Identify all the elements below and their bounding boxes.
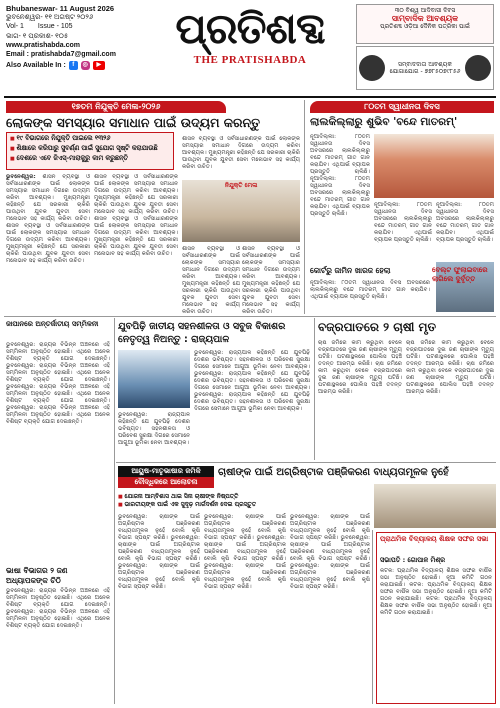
story5-body: ଭୁବନେଶ୍ୱର: ଚାଷୀଙ୍କ ପାଇଁ ଅଗ୍ରିଷ୍ଟାକ ପଞ୍ଜିକରଣ ବାଧ୍ୟତାମୂଳକ ନୁହେଁ ବୋଲି କୃଷି ବିଭାଗ ସ୍ପଷ୍ଟ କରିଛି।: [118, 514, 200, 541]
story2-body: ନୂଆଦିଲ୍ଲୀ: ୮୦ତମ ସ୍ୱାଧୀନତା ଦିବସ ଅବସରରେ ଲାଲକିଲ୍ଲାରୁ ବନ୍ଦେ ମାତରମ୍ ଗୀତ ଗାନ କରାଯିବ। ଏଥିପାଇଁ ବ୍ୟାପକ ପ୍ରସ୍ତୁତି ଚାଲିଛି।: [374, 202, 432, 243]
left-col-body: [6, 342, 110, 562]
microphone-icon: [359, 55, 385, 81]
left-col-body-text: ଭୁବନେଶ୍ୱର: ରାଜ୍ୟର ବିଭିନ୍ନ ଅଞ୍ଚଳରେ ଏହି ସମ୍ମିଳନୀ ଅନୁଷ୍ଠିତ ହୋଇଛି। ଏଥିରେ ଅନେକ ବିଶିଷ୍ଟ ବ୍ୟକ୍ତି ଯୋଗ ଦେଇଛନ୍ତି।: [6, 384, 110, 404]
story1-headline[interactable]: ଲୋକଙ୍କ ସମସ୍ୟାର ସମାଧାନ ପାଇଁ ଉଦ୍ୟମ କରନ୍ତୁ: [6, 115, 261, 130]
also-available-label: Also Available In :: [6, 62, 66, 70]
story1-bullets: [10, 134, 174, 164]
red-fort-photo: [374, 134, 494, 198]
left-col-body-text: ଭୁବନେଶ୍ୱର: ରାଜ୍ୟର ବିଭିନ୍ନ ଅଞ୍ଚଳରେ ଏହି ସମ୍ମିଳନୀ ଅନୁଷ୍ଠିତ ହୋଇଛି। ଏଥିରେ ଅନେକ ବିଶିଷ୍ଟ ବ୍ୟକ୍ତି ଯୋଗ ଦେଇଛନ୍ତି।: [6, 363, 110, 383]
story5-body-col2: [204, 514, 286, 704]
story3-body-2: [118, 412, 190, 458]
date-line: Bhubaneswar- 11 August 2026: [6, 4, 115, 13]
issue: Issue - 105: [37, 23, 73, 31]
section-rule: [4, 316, 496, 317]
story1-body: ଶାସନ ବ୍ୟବସ୍ଥା ଓ ସର୍ବସାଧାରଣଙ୍କ ପାଇଁ ଲୋକଙ୍କ ସମସ୍ୟାର ସମାଧାନ ଦିଗରେ ଉଦ୍ୟମ କରିବା ଆବଶ୍ୟକ। ମୁଖ୍ୟମନ୍ତ୍ରୀ କହିଛନ୍ତି ଯେ ସରକାରୀ ଚାକିରି ପାଉଥିବା ଯୁବକ ଯୁବତୀ ସେବା ମନୋଭାବ ସହ କାର୍ଯ୍ୟ କରିବା ଉଚିତ।: [6, 174, 90, 222]
story6-body-text: କଟକ: ପ୍ରାଥମିକ ବିଦ୍ୟାଳୟ ଶିକ୍ଷକ ସଙ୍ଘର ବାର୍ଷିକ ସଭା ଅନୁଷ୍ଠିତ ହୋଇଛି। ନୂଆ କମିଟି ଗଠନ କରାଯାଇଛି।: [380, 568, 492, 588]
facebook-icon[interactable]: f: [69, 61, 78, 70]
story2-body: ନୂଆଦିଲ୍ଲୀ: ୮୦ତମ ସ୍ୱାଧୀନତା ଦିବସ ଅବସରରେ ଲାଲକିଲ୍ଲାରୁ ବନ୍ଦେ ମାତରମ୍ ଗୀତ ଗାନ କରାଯିବ। ଏଥିପାଇଁ ବ୍ୟାପକ ପ୍ରସ୍ତୁତି ଚାଲିଛି।: [310, 280, 430, 300]
story5-body: ଭୁବନେଶ୍ୱର: ଚାଷୀଙ୍କ ପାଇଁ ଅଗ୍ରିଷ୍ଟାକ ପଞ୍ଜିକରଣ ବାଧ୍ୟତାମୂଳକ ନୁହେଁ ବୋଲି କୃଷି ବିଭାଗ ସ୍ପଷ୍ଟ କରିଛି।: [204, 514, 286, 541]
story6-sub: ସଭାପତି : ଗୋପାଳ ମିଶ୍ର: [380, 556, 446, 564]
story1-body-col4: [182, 246, 240, 315]
story1-byline: ଭୁବନେଶ୍ୱର:: [6, 174, 36, 180]
story5-body: ଭୁବନେଶ୍ୱର: ଚାଷୀଙ୍କ ପାଇଁ ଅଗ୍ରିଷ୍ଟାକ ପଞ୍ଜିକରଣ ବାଧ୍ୟତାମୂଳକ ନୁହେଁ ବୋଲି କୃଷି ବିଭାଗ ସ୍ପଷ୍ଟ କରିଛି।: [204, 563, 286, 590]
story5-body-col1: [118, 514, 200, 704]
story4-body: ଚାଷ ଜମିରେ କାମ କରୁଥିବା ବେଳେ ବଜ୍ରପାତରେ ଦୁଇ ଜଣ ଚାଷୀଙ୍କ ମୃତ୍ୟୁ ଘଟିଛି। ଘଟଣାସ୍ଥଳରେ ପୋଲିସ ପହଞ୍ଚି ତଦନ୍ତ ଆରମ୍ଭ କରିଛି।: [406, 340, 494, 367]
story5-photo: [374, 484, 496, 528]
section-rule: [116, 462, 496, 463]
bullet-item: ■ ଭାରତୀୟଙ୍କ ପାଇଁ ଏକ ସୁଦୃଢ଼ ମାର୍ଗଦର୍ଶନ ଦେଇ ପ୍ରସ୍ତୁତ: [118, 501, 368, 509]
logo-english: THE PRATISHABDA: [193, 54, 307, 66]
story3-photo: [118, 350, 190, 408]
story4-body-col2: [406, 340, 494, 458]
ad-top-line1: ୩୦ ବିଶ୍ୱ ଆଦିବାସୀ ଦିବସ: [394, 7, 456, 14]
story3-headline[interactable]: ଯୁବପିଢ଼ି ଜାତୀୟ ସହନଶୀଳତା ଓ ସବୁଜ ବିକାଶର ନେତୃତ୍ୱ ନିଅନ୍ତୁ : ରାଜ୍ୟପାଳ: [118, 321, 286, 345]
story5-body: ଭୁବନେଶ୍ୱର: ଚାଷୀଙ୍କ ପାଇଁ ଅଗ୍ରିଷ୍ଟାକ ପଞ୍ଜିକରଣ ବାଧ୍ୟତାମୂଳକ ନୁହେଁ ବୋଲି କୃଷି ବିଭାଗ ସ୍ପଷ୍ଟ କରିଛି।: [118, 535, 201, 562]
bullet-item: ■ ଦେଶରେ ଏବେ ଜିଏସ୍-ମାରାକୁରୁ କାମ କରୁଛନ୍ତି: [10, 154, 174, 164]
story4-body: ଚାଷ ଜମିରେ କାମ କରୁଥିବା ବେଳେ ବଜ୍ରପାତରେ ଦୁଇ ଜଣ ଚାଷୀଙ୍କ ମୃତ୍ୟୁ ଘଟିଛି। ଘଟଣାସ୍ଥଳରେ ପୋଲିସ ପହଞ୍ଚି ତଦନ୍ତ ଆରମ୍ଭ କରିଛି।: [318, 361, 403, 395]
bullet-item: ■ ୧୯ ବିଭାଗରେ ନିଯୁକ୍ତି ପାଇଲେ ୧୩୨୬: [10, 134, 174, 144]
odia-vol-line: ଭାଗ- ୧ ପ୍ରକାଶ- ୧୦୫: [6, 32, 69, 40]
left-col-body-text: ଭୁବନେଶ୍ୱର: ରାଜ୍ୟର ବିଭିନ୍ନ ଅଞ୍ଚଳରେ ଏହି ସମ୍ମିଳନୀ ଅନୁଷ୍ଠିତ ହୋଇଛି। ଏଥିରେ ଅନେକ ବିଶିଷ୍ଟ ବ୍ୟକ୍ତି ଯୋଗ ଦେଇଛନ୍ତି।: [6, 405, 110, 425]
story2-body: ନୂଆଦିଲ୍ଲୀ: ୮୦ତମ ସ୍ୱାଧୀନତା ଦିବସ ଅବସରରେ ଲାଲକିଲ୍ଲାରୁ ବନ୍ଦେ ମାତରମ୍ ଗୀତ ଗାନ କରାଯିବ। ଏଥିପାଇଁ ବ୍ୟାପକ ପ୍ରସ୍ତୁତି ଚାଲିଛି।: [436, 202, 494, 243]
story1-body: ଶାସନ ବ୍ୟବସ୍ଥା ଓ ସର୍ବସାଧାରଣଙ୍କ ପାଇଁ ଲୋକଙ୍କ ସମସ୍ୟାର ସମାଧାନ ଦିଗରେ ଉଦ୍ୟମ କରିବା ଆବଶ୍ୟକ। ମୁଖ୍ୟମନ୍ତ୍ରୀ କହିଛନ୍ତି ଯେ ସରକାରୀ ଚାକିରି ପାଉଥିବା ଯୁବକ ଯୁବତୀ ସେବା ମନୋଭାବ ସହ କାର୍ଯ୍ୟ କରିବା ଉଚିତ।: [182, 246, 240, 315]
story2-body-col2: [374, 202, 432, 262]
story4-headline[interactable]: ବଜ୍ରପାତରେ ୨ ଚାଷୀ ମୃତ: [318, 320, 437, 334]
left-col-body-text: ଭୁବନେଶ୍ୱର: ରାଜ୍ୟର ବିଭିନ୍ନ ଅଞ୍ଚଳରେ ଏହି ସମ୍ମିଳନୀ ଅନୁଷ୍ଠିତ ହୋଇଛି। ଏଥିରେ ଅନେକ ବିଶିଷ୍ଟ ବ୍ୟକ୍ତି ଯୋଗ ଦେଇଛନ୍ତି।: [6, 588, 110, 608]
story4-body-col1: [318, 340, 402, 458]
story1-body: ଶାସନ ବ୍ୟବସ୍ଥା ଓ ସର୍ବସାଧାରଣଙ୍କ ପାଇଁ ଲୋକଙ୍କ ସମସ୍ୟାର ସମାଧାନ ଦିଗରେ ଉଦ୍ୟମ କରିବା ଆବଶ୍ୟକ। ମୁଖ୍ୟମନ୍ତ୍ରୀ କହିଛନ୍ତି ଯେ ସରକାରୀ ଚାକିରି ପାଉଥିବା ଯୁବକ ଯୁବତୀ ସେବା ମନୋଭାବ ସହ କାର୍ଯ୍ୟ କରିବା ଉଚିତ।: [6, 223, 90, 264]
story6-body: [380, 568, 492, 700]
story2-body: ନୂଆଦିଲ୍ଲୀ: ୮୦ତମ ସ୍ୱାଧୀନତା ଦିବସ ଅବସରରେ ଲାଲକିଲ୍ଲାରୁ ବନ୍ଦେ ମାତରମ୍ ଗୀତ ଗାନ କରାଯିବ। ଏଥିପାଇଁ ବ୍ୟାପକ ପ୍ରସ୍ତୁତି ଚାଲିଛି।: [310, 134, 370, 175]
story2-body-col1: [310, 134, 370, 262]
story6-body-text: କଟକ: ପ୍ରାଥମିକ ବିଦ୍ୟାଳୟ ଶିକ୍ଷକ ସଙ୍ଘର ବାର୍ଷିକ ସଭା ଅନୁଷ୍ଠିତ ହୋଇଛି। ନୂଆ କମିଟି ଗଠନ କରାଯାଇଛି।: [380, 582, 492, 602]
story5-headline[interactable]: ଚାଷୀଙ୍କ ପାଇଁ ଅଗ୍ରିଷ୍ଟାକ ପଞ୍ଜିକରଣ ବାଧ୍ୟତାମୂଳକ ନୁହେଁ: [218, 467, 449, 478]
masthead-meta: [6, 4, 146, 70]
bullet-item: ■ ଶିକ୍ଷାରେ କରିପାରୁ ସୁବର୍ଣ୍ଣ ପାଇଁ ସୁଯୋଗ ସୃଷ୍ଟି କରାଯାଉଛି: [10, 144, 174, 154]
story5-kicker2: ବୌଦ୍ଧିକରେ ଆଲୋଚନା: [118, 477, 214, 488]
story1-body: ଶାସନ ବ୍ୟବସ୍ଥା ଓ ସର୍ବସାଧାରଣଙ୍କ ପାଇଁ ଲୋକଙ୍କ ସମସ୍ୟାର ସମାଧାନ ଦିଗରେ ଉଦ୍ୟମ କରିବା ଆବଶ୍ୟକ। ମୁଖ୍ୟମନ୍ତ୍ରୀ କହିଛନ୍ତି ଯେ ସରକାରୀ ଚାକିରି ପାଉଥିବା ଯୁବକ ଯୁବତୀ ସେବା ମନୋଭାବ ସହ କାର୍ଯ୍ୟ କରିବା ଉଚିତ।: [94, 174, 178, 215]
microphone-icon: [465, 55, 491, 81]
ad-top-title: ସାମ୍ବାଦିକ ଆବଶ୍ୟକ: [391, 14, 459, 23]
story4-body: ଚାଷ ଜମିରେ କାମ କରୁଥିବା ବେଳେ ବଜ୍ରପାତରେ ଦୁଇ ଜଣ ଚାଷୀଙ୍କ ମୃତ୍ୟୁ ଘଟିଛି। ଘଟଣାସ୍ଥଳରେ ପୋଲିସ ପହଞ୍ଚି ତଦନ୍ତ ଆରମ୍ଭ କରିଛି।: [318, 340, 402, 367]
ad-bot-text: ସମ୍ବାଦଦାତା ଆବଶ୍ୟକ ଯୋଗାଯୋଗ - ୭୭୮୫୦୭୯୮୫୬: [389, 60, 461, 75]
volume: Vol- 1: [6, 23, 24, 31]
column-rule: [372, 530, 373, 704]
story5-bullets: [118, 493, 368, 509]
strip-left-body: [310, 280, 430, 314]
logo-odia: ପ୍ରତିଶବ୍ଦ: [175, 4, 325, 53]
ad-reporter-wanted: [356, 4, 494, 44]
story6-body-text: କଟକ: ପ୍ରାଥମିକ ବିଦ୍ୟାଳୟ ଶିକ୍ଷକ ସଙ୍ଘର ବାର୍ଷିକ ସଭା ଅନୁଷ୍ଠିତ ହୋଇଛି। ନୂଆ କମିଟି ଗଠନ କରାଯାଇଛି।: [380, 596, 492, 616]
story1-body: ଶାସନ ବ୍ୟବସ୍ଥା ଓ ସର୍ବସାଧାରଣଙ୍କ ପାଇଁ ଲୋକଙ୍କ ସମସ୍ୟାର ସମାଧାନ ଦିଗରେ ଉଦ୍ୟମ କରିବା ଆବଶ୍ୟକ। ମୁଖ୍ୟମନ୍ତ୍ରୀ କହିଛନ୍ତି ଯେ ସରକାରୀ ଚାକିରି ପାଉଥିବା ଯୁବକ ଯୁବତୀ ସେବା ମନୋଭାବ ସହ କାର୍ଯ୍ୟ କରିବା ଉଚିତ।: [242, 246, 300, 315]
masthead-rule: [4, 96, 496, 98]
column-rule: [114, 318, 115, 704]
story2-body: ନୂଆଦିଲ୍ଲୀ: ୮୦ତମ ସ୍ୱାଧୀନତା ଦିବସ ଅବସରରେ ଲାଲକିଲ୍ଲାରୁ ବନ୍ଦେ ମାତରମ୍ ଗୀତ ଗାନ କରାଯିବ। ଏଥିପାଇଁ ବ୍ୟାପକ ପ୍ରସ୍ତୁତି ଚାଲିଛି।: [310, 176, 370, 217]
story1-body-col1: [6, 174, 90, 282]
story1-body: ଶାସନ ବ୍ୟବସ୍ଥା ଓ ସର୍ବସାଧାରଣଙ୍କ ପାଇଁ ଲୋକଙ୍କ ସମସ୍ୟାର ସମାଧାନ ଦିଗରେ ଉଦ୍ୟମ କରିବା ଆବଶ୍ୟକ। ମୁଖ୍ୟମନ୍ତ୍ରୀ କହିଛନ୍ତି ଯେ ସରକାରୀ ଚାକିରି ପାଉଥିବା ଯୁବକ ଯୁବତୀ ସେବା ମନୋଭାବ ସହ କାର୍ଯ୍ୟ କରିବା ଉଚିତ।: [182, 136, 300, 170]
story1-body-col3: [182, 136, 300, 176]
story5-body: ଭୁବନେଶ୍ୱର: ଚାଷୀଙ୍କ ପାଇଁ ଅଗ୍ରିଷ୍ଟାକ ପଞ୍ଜିକରଣ ବାଧ୍ୟତାମୂଳକ ନୁହେଁ ବୋଲି କୃଷି ବିଭାଗ ସ୍ପଷ୍ଟ କରିଛି।: [118, 563, 200, 590]
story1-body: ଶାସନ ବ୍ୟବସ୍ଥା ଓ ସର୍ବସାଧାରଣଙ୍କ ପାଇଁ ଲୋକଙ୍କ ସମସ୍ୟାର ସମାଧାନ ଦିଗରେ ଉଦ୍ୟମ କରିବା ଆବଶ୍ୟକ। ମୁଖ୍ୟମନ୍ତ୍ରୀ କହିଛନ୍ତି ଯେ ସରକାରୀ ଚାକିରି ପାଉଥିବା ଯୁବକ ଯୁବତୀ ସେବା ମନୋଭାବ ସହ କାର୍ଯ୍ୟ କରିବା ଉଚିତ।: [94, 216, 178, 257]
story2-body-col3: [436, 202, 494, 262]
story5-body: ଭୁବନେଶ୍ୱର: ଚାଷୀଙ୍କ ପାଇଁ ଅଗ୍ରିଷ୍ଟାକ ପଞ୍ଜିକରଣ ବାଧ୍ୟତାମୂଳକ ନୁହେଁ ବୋଲି କୃଷି ବିଭାଗ ସ୍ପଷ୍ଟ କରିଛି।: [290, 563, 370, 590]
story3-body: [194, 350, 310, 458]
bullet-item: ■ ଯୋଜନା ଆମ୍ବିଶାସ ଥାଇ ସିନା ଚାଷୀଙ୍କ ନିଷ୍ପତ୍ତି: [118, 493, 368, 501]
date-odia: ଭୁବନେଶ୍ୱର- ୧୧ ଅଗଷ୍ଟ ୨୦୨୬: [6, 14, 94, 22]
story5-body: ଭୁବନେଶ୍ୱର: ଚାଷୀଙ୍କ ପାଇଁ ଅଗ୍ରିଷ୍ଟାକ ପଞ୍ଜିକରଣ ବାଧ୍ୟତାମୂଳକ ନୁହେଁ ବୋଲି କୃଷି ବିଭାଗ ସ୍ପଷ୍ଟ କରିଛି।: [290, 514, 370, 541]
story1-body-col5: [242, 246, 300, 315]
brand: [150, 4, 350, 66]
story5-body-col3: [290, 514, 370, 704]
story2-kicker: ୮୦ତମ ସ୍ୱାଧୀନତା ଦିବସ: [310, 101, 494, 113]
left-col-body-text: ଭୁବନେଶ୍ୱର: ରାଜ୍ୟର ବିଭିନ୍ନ ଅଞ୍ଚଳରେ ଏହି ସମ୍ମିଳନୀ ଅନୁଷ୍ଠିତ ହୋଇଛି। ଏଥିରେ ଅନେକ ବିଶିଷ୍ଟ ବ୍ୟକ୍ତି ଯୋଗ ଦେଇଛନ୍ତି।: [6, 609, 110, 629]
email-link[interactable]: Email : pratishabda7@gmail.com: [6, 51, 116, 59]
story6-headline[interactable]: ପ୍ରାଥମିକ ବିଦ୍ୟାଳୟ ଶିକ୍ଷକ ସଙ୍ଘର ସଭା: [380, 535, 489, 543]
story1-body-col2: [94, 174, 178, 282]
strip-right-headline[interactable]: ବେଲ୍ଟ ଫୁଲାଇବାରେ ଲାଗିଲେ ଦୁର୍ବୃତ୍ତ: [432, 266, 488, 283]
story5-body: ଭୁବନେଶ୍ୱର: ଚାଷୀଙ୍କ ପାଇଁ ଅଗ୍ରିଷ୍ଟାକ ପଞ୍ଜିକରଣ ବାଧ୍ୟତାମୂଳକ ନୁହେଁ ବୋଲି କୃଷି ବିଭାଗ ସ୍ପଷ୍ଟ କରିଛି।: [204, 535, 287, 562]
website-link[interactable]: www.pratishabda.com: [6, 41, 81, 49]
story1-kicker: ୧୭ତମ ନିଯୁକ୍ତି ମେଳା-୨୦୨୬: [6, 101, 226, 113]
left-col-body-text: ଭୁବନେଶ୍ୱର: ରାଜ୍ୟର ବିଭିନ୍ନ ଅଞ୍ଚଳରେ ଏହି ସମ୍ମିଳନୀ ଅନୁଷ୍ଠିତ ହୋଇଛି। ଏଥିରେ ଅନେକ ବିଶିଷ୍ଟ ବ୍ୟକ୍ତି ଯୋଗ ଦେଇଛନ୍ତି।: [6, 342, 110, 362]
story5-kicker: ଆୟୁଷ-ମାତୃଭାଷାର ଜମିକି: [118, 466, 214, 477]
ad-correspondent: [356, 46, 494, 90]
left-col-headline-2[interactable]: ଭାଷା ବିଭାଗର ୨ ଜଣ ଅଧ୍ୟାପକଙ୍କ ଚିଠି: [6, 566, 68, 585]
youtube-icon[interactable]: ▶: [93, 61, 105, 70]
ad-top-line2: ପ୍ରତିଶବ୍ଦ ଓଡ଼ିଆ ଦୈନିକ ପତ୍ରିକା ପାଇଁ: [380, 23, 470, 30]
column-rule: [304, 100, 305, 314]
left-col-body-2: [6, 588, 110, 704]
story3-body-text: ଭୁବନେଶ୍ୱର: ରାଜ୍ୟପାଳ କହିଛନ୍ତି ଯେ ଯୁବପିଢ଼ି ଦେଶର ଭବିଷ୍ୟତ। ସହନଶୀଳତା ଓ ପରିବେଶ ସୁରକ୍ଷା ଦିଗରେ ସେମାନେ ଆଗୁଆ ଭୂମିକା ନେବା ଆବଶ୍ୟକ।: [194, 371, 310, 391]
story2-headline[interactable]: ଲାଲକିଲ୍ଲାରୁ ଶୁଭିବ 'ବନ୍ଦେ ମାତରମ୍': [310, 116, 458, 128]
left-col-headline-1[interactable]: ଜାପାନରେ ଅନ୍ତର୍ଜାତୀୟ ସମ୍ମିଳନୀ: [6, 320, 99, 328]
story4-body: ଚାଷ ଜମିରେ କାମ କରୁଥିବା ବେଳେ ବଜ୍ରପାତରେ ଦୁଇ ଜଣ ଚାଷୀଙ୍କ ମୃତ୍ୟୁ ଘଟିଛି। ଘଟଣାସ୍ଥଳରେ ପୋଲିସ ପହଞ୍ଚି ତଦନ୍ତ ଆରମ୍ଭ କରିଛି।: [406, 361, 495, 395]
story1-photo-caption: ନିଯୁକ୍ତି ମେଳା: [224, 182, 258, 189]
story3-body-text: ଭୁବନେଶ୍ୱର: ରାଜ୍ୟପାଳ କହିଛନ୍ତି ଯେ ଯୁବପିଢ଼ି ଦେଶର ଭବିଷ୍ୟତ। ସହନଶୀଳତା ଓ ପରିବେଶ ସୁରକ୍ଷା ଦିଗରେ ସେମାନେ ଆଗୁଆ ଭୂମିକା ନେବା ଆବଶ୍ୟକ।: [194, 350, 310, 370]
masthead: [0, 0, 500, 96]
story3-body-text: ଭୁବନେଶ୍ୱର: ରାଜ୍ୟପାଳ କହିଛନ୍ତି ଯେ ଯୁବପିଢ଼ି ଦେଶର ଭବିଷ୍ୟତ। ସହନଶୀଳତା ଓ ପରିବେଶ ସୁରକ୍ଷା ଦିଗରେ ସେମାନେ ଆଗୁଆ ଭୂମିକା ନେବା ଆବଶ୍ୟକ।: [194, 392, 310, 412]
story3-body-text: ଭୁବନେଶ୍ୱର: ରାଜ୍ୟପାଳ କହିଛନ୍ତି ଯେ ଯୁବପିଢ଼ି ଦେଶର ଭବିଷ୍ୟତ। ସହନଶୀଳତା ଓ ପରିବେଶ ସୁରକ୍ଷା ଦିଗରେ ସେମାନେ ଆଗୁଆ ଭୂମିକା ନେବା ଆବଶ୍ୟକ।: [118, 412, 190, 446]
instagram-icon[interactable]: ◎: [82, 62, 88, 69]
strip-left-headline[interactable]: କୋର୍ଟରୁ ଜାମିନ ଖାରଜ ହେଲା: [310, 266, 391, 275]
story5-body: ଭୁବନେଶ୍ୱର: ଚାଷୀଙ୍କ ପାଇଁ ଅଗ୍ରିଷ୍ଟାକ ପଞ୍ଜିକରଣ ବାଧ୍ୟତାମୂଳକ ନୁହେଁ ବୋଲି କୃଷି ବିଭାଗ ସ୍ପଷ୍ଟ କରିଛି।: [290, 535, 370, 562]
column-rule: [314, 318, 315, 460]
